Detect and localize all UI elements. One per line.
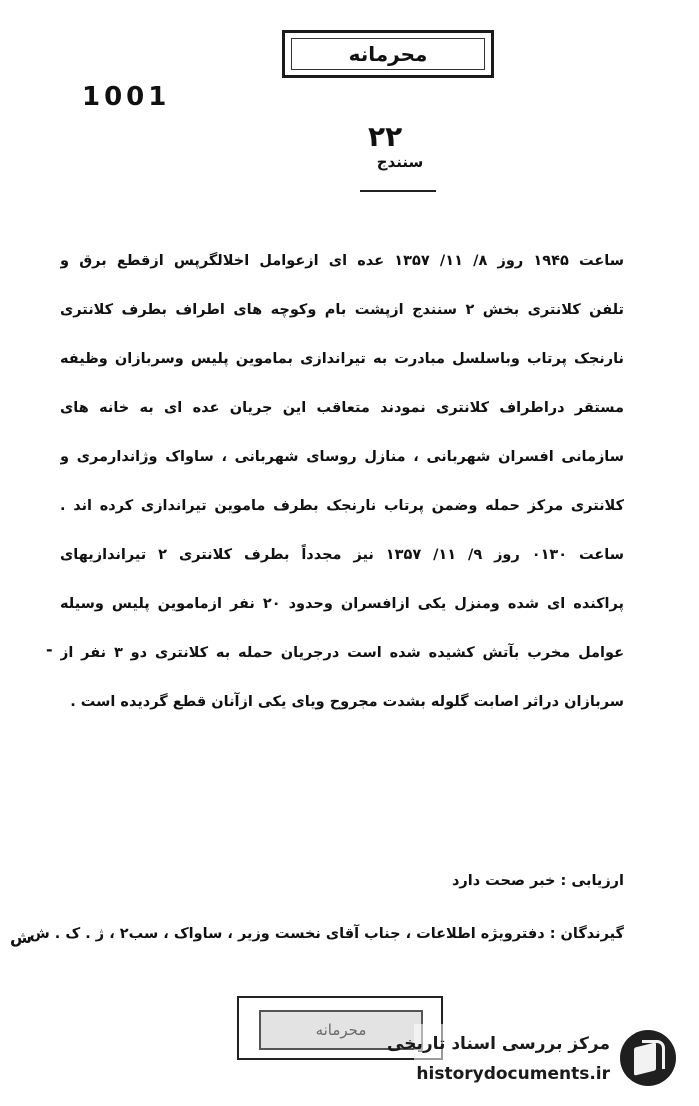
- classification-stamp-text: محرمانه: [348, 42, 428, 66]
- report-line-4: مستقر دراطراف کلانتری نمودند متعاقب این جریان عده ای به خانه های: [60, 400, 624, 416]
- report-line-7: ساعت ۰۱۳۰ روز ۹/ ۱۱/ ۱۳۵۷ نیز مجدداً بطرف کلانتری ۲ تیراندازیهای: [60, 547, 624, 563]
- report-line-2: تلفن کلانتری بخش ۲ سنندج ازپشت بام وکوچه های اطراف بطرف کلانتری: [60, 302, 624, 318]
- city-heading: سنندج: [376, 153, 424, 171]
- recipients-line: گیرندگان : دفترویژه اطلاعات ، جناب آقای نخست وزیر ، ساواک ، سب۲ ، ژ . ک . ش: [29, 926, 624, 942]
- report-line-9: عوامل مخرب بآتش کشیده شده است درجریان حمله به کلانتری دو ۳ نفر از: [60, 645, 624, 661]
- document-number: 1001: [82, 82, 171, 112]
- assessment-line: ارزیابی : خبر صحت دارد: [451, 873, 624, 889]
- classification-stamp-top: [282, 30, 494, 78]
- report-line-3: نارنجک پرتاب وباسلسل مبادرت به تیراندازی بماموین پلیس وسربازان وظیفه: [60, 351, 624, 367]
- watermark: [387, 1024, 684, 1096]
- page-number: ۲۲: [368, 120, 403, 153]
- heading-divider: [360, 190, 436, 192]
- report-line-6: کلانتری مرکز حمله وضمن پرتاب نارنجک بطرف ماموین تیراندازی کرده اند .: [60, 498, 624, 514]
- margin-mark: ش: [10, 928, 33, 947]
- report-line-1: ساعت ۱۹۴۵ روز ۸/ ۱۱/ ۱۳۵۷ عده ای ازعوامل اخلالگرپس ازقطع برق و: [60, 253, 624, 269]
- bottom-stamp-text: محرمانه: [315, 1021, 367, 1039]
- margin-mark: -: [46, 640, 53, 659]
- report-body: [60, 246, 624, 736]
- report-line-5: سازمانی افسران شهربانی ، منازل روسای شهربانی ، ساواک وژاندارمری و: [60, 449, 624, 465]
- watermark-title: مرکز بررسی اسناد تاریخی: [387, 1034, 610, 1054]
- report-line-8: پراکنده ای شده ومنزل یکی ازافسران وحدود ۲۰ نفر ازماموین پلیس وسیله: [60, 596, 624, 612]
- report-line-10: سربازان دراثر اصابت گلوله بشدت مجروح ویای یکی ازآنان قطع گردیده است .: [70, 694, 624, 710]
- watermark-url: historydocuments.ir: [416, 1064, 610, 1084]
- archive-logo-icon: [620, 1030, 676, 1086]
